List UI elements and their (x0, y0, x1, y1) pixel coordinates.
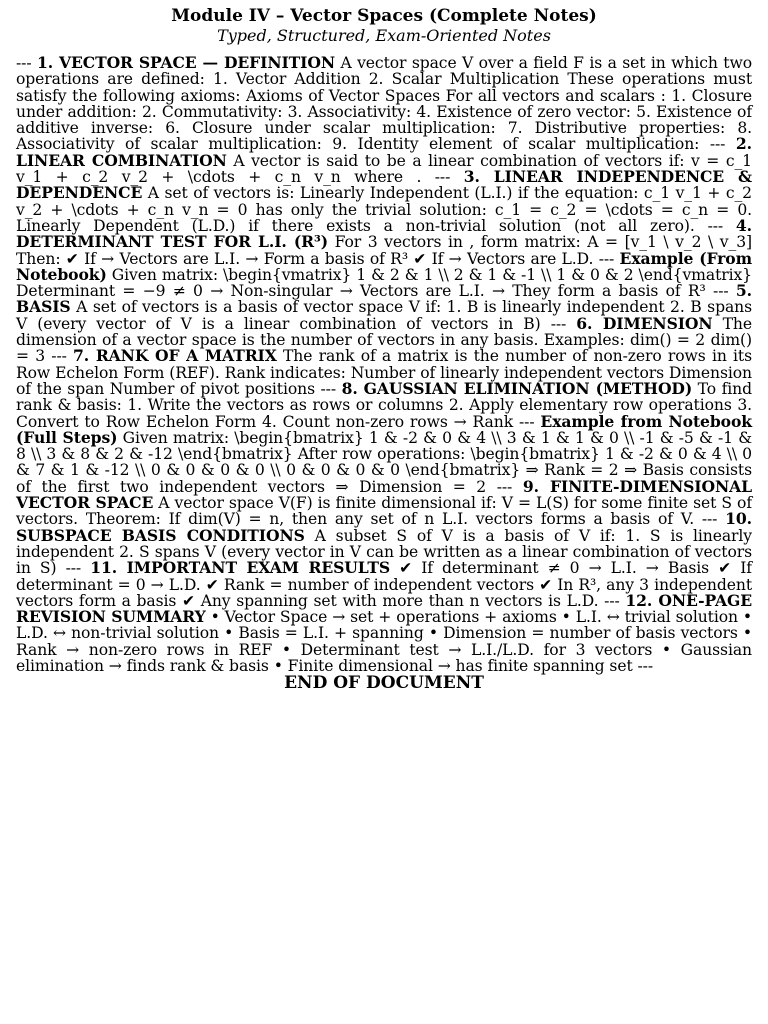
separator: --- (707, 216, 736, 235)
section-1 (16, 54, 752, 153)
section-text: A set of vectors is: Linearly Independent (L.I.) if the equation: c_1 v_1 + c_2 v_2 + \cdots + c_n v_n = 0 has only the trivial solution: c_1 = c_2 = \cdots = c_n = 0. Linearly Dependent (L.D.) if there exists a non-trivial solution (not all zero). (16, 184, 752, 235)
section-heading: 5. BASIS (16, 281, 752, 317)
section-text: A vector space V(F) is finite dimensional if: V = L(S) for some finite set S of vectors. Theorem: If dim(V) = n, then any set of n L.I. vectors forms a basis of V. (16, 494, 752, 529)
section-text: The rank of a matrix is the number of non-zero rows in its Row Echelon Form (REF). Rank indicates: Number of linearly independent vectors Dimension of the span Number of pivot positions --- (16, 347, 752, 398)
section-heading: 12. ONE-PAGE REVISION SUMMARY (16, 590, 752, 627)
end-of-document: END OF DOCUMENT (284, 673, 484, 694)
separator: --- (701, 510, 726, 529)
section-text: For 3 vectors in , form matrix: A = [v_1 \ v_2 \ v_3] Then: ✔ If → Vectors are L.I. → Form a basis of R³ ✔ If → Vectors are L.D. --- (16, 233, 752, 268)
separator: --- (713, 282, 736, 301)
section-heading: 3. LINEAR INDEPENDENCE & DEPENDENCE (16, 167, 752, 203)
section-text: A vector space V over a field F is a set in which two operations are defined: 1. Vector Addition 2. Scalar Multiplication These operations must satisfy the following axioms: Axioms of Vector Spaces For all vectors and scalars : 1. Closure under addition: 2. Commutativity: 3. Associativity: 4. Existence of zero vector: 5. Existence of additive inverse: 6. Closure under scalar multiplication: 7. Distributive properties: 8. Associativity of scalar multiplication: 9. Identity element of scalar multiplication: (16, 54, 752, 154)
separator: --- (604, 591, 626, 610)
section-heading: Example (From Notebook) (16, 248, 752, 284)
section-text: Given matrix: \begin{vmatrix} 1 & 2 & 1 \\ 2 & 1 & -1 \\ 1 & 0 & 2 \end{vmatrix} Determinant = −9 ≠ 0 → Non-singular → Vectors are L.I. → They form a basis of R³ (16, 265, 752, 301)
document-body (16, 55, 752, 674)
section-heading: 2. LINEAR COMBINATION (16, 134, 752, 170)
section-text: • Vector Space → set + operations + axioms • L.I. ↔ trivial solution • L.D. ↔ non-trivial solution • Basis = L.I. + spanning • Dimension = number of basis vectors • Rank → non-zero rows in REF • Determinant test → L.I./L.D. for 3 vectors • Gaussian elimination → finds rank & basis • Finite dimensional → has finite spanning set --- (16, 608, 752, 675)
section-heading: 11. IMPORTANT EXAM RESULTS (90, 558, 391, 578)
document-title: Module IV – Vector Spaces (Complete Notes) (171, 6, 597, 26)
section-text: A set of vectors is a basis of vector space V if: 1. B is linearly independent 2. B spans V (every vector of V is a linear combination of vectors in B) (16, 298, 752, 333)
separator: --- (550, 314, 577, 333)
section-heading: 8. GAUSSIAN ELIMINATION (METHOD) (341, 378, 693, 398)
section-heading: 1. VECTOR SPACE — DEFINITION (36, 53, 336, 72)
separator: --- (65, 559, 91, 578)
section-text: ✔ If determinant ≠ 0 → L.I. → Basis ✔ If determinant = 0 → L.D. ✔ Rank = number of independent vectors ✔ In R³, any 3 independent vectors form a basis ✔ Any spanning set with more than n vectors is L.D. (16, 559, 752, 610)
section-text: Given matrix: \begin{bmatrix} 1 & -2 & 0 & 4 \\ 3 & 1 & 1 & 0 \\ -1 & -5 & -1 & 8 \\ 3 & 8 & 2 & -12 \end{bmatrix} After row operations: \begin{bmatrix} 1 & -2 & 0 & 4 \\ 0 & 7 & 1 & -12 \\ 0 & 0 & 0 & 0 \\ 0 & 0 & 0 & 0 \end{bmatrix} ⇒ Rank = 2 ⇒ Basis consists of the first two independent vectors ⇒ Dimension = 2 (16, 428, 752, 496)
section-heading: 6. DIMENSION (576, 313, 713, 333)
separator: --- (496, 477, 523, 496)
section-text: A vector is said to be a linear combination of vectors if: v = c_1 v_1 + c_2 v_2 + \cdots + c_n v_n where . (16, 151, 752, 187)
section-heading: 10. SUBSPACE BASIS CONDITIONS (16, 509, 752, 545)
section-heading: 9. FINITE-DIMENSIONAL VECTOR SPACE (16, 476, 752, 513)
separator: --- (51, 347, 74, 366)
section-heading: Example from Notebook (Full Steps) (16, 411, 752, 447)
separator: --- (709, 135, 736, 154)
section-heading: 4. DETERMINANT TEST FOR L.I. (R³) (16, 215, 752, 252)
separator: --- (434, 168, 464, 187)
section-heading: 7. RANK OF A MATRIX (73, 346, 277, 366)
section-text: The dimension of a vector space is the number of vectors in any basis. Examples: dim() = 2 dim() = 3 (16, 314, 752, 366)
section-text: To find rank & basis: 1. Write the vectors as rows or columns 2. Apply elementary row operations 3. Convert to Row Echelon Form 4. Count non-zero rows → Rank --- (16, 379, 752, 431)
section-text: A subset S of V is a basis of V if: 1. S is linearly independent 2. S spans V (every vector in V can be written as a linear combination of vectors in S) (16, 526, 752, 578)
document-subtitle: Typed, Structured, Exam-Oriented Notes (217, 26, 551, 45)
separator: --- (16, 54, 37, 72)
